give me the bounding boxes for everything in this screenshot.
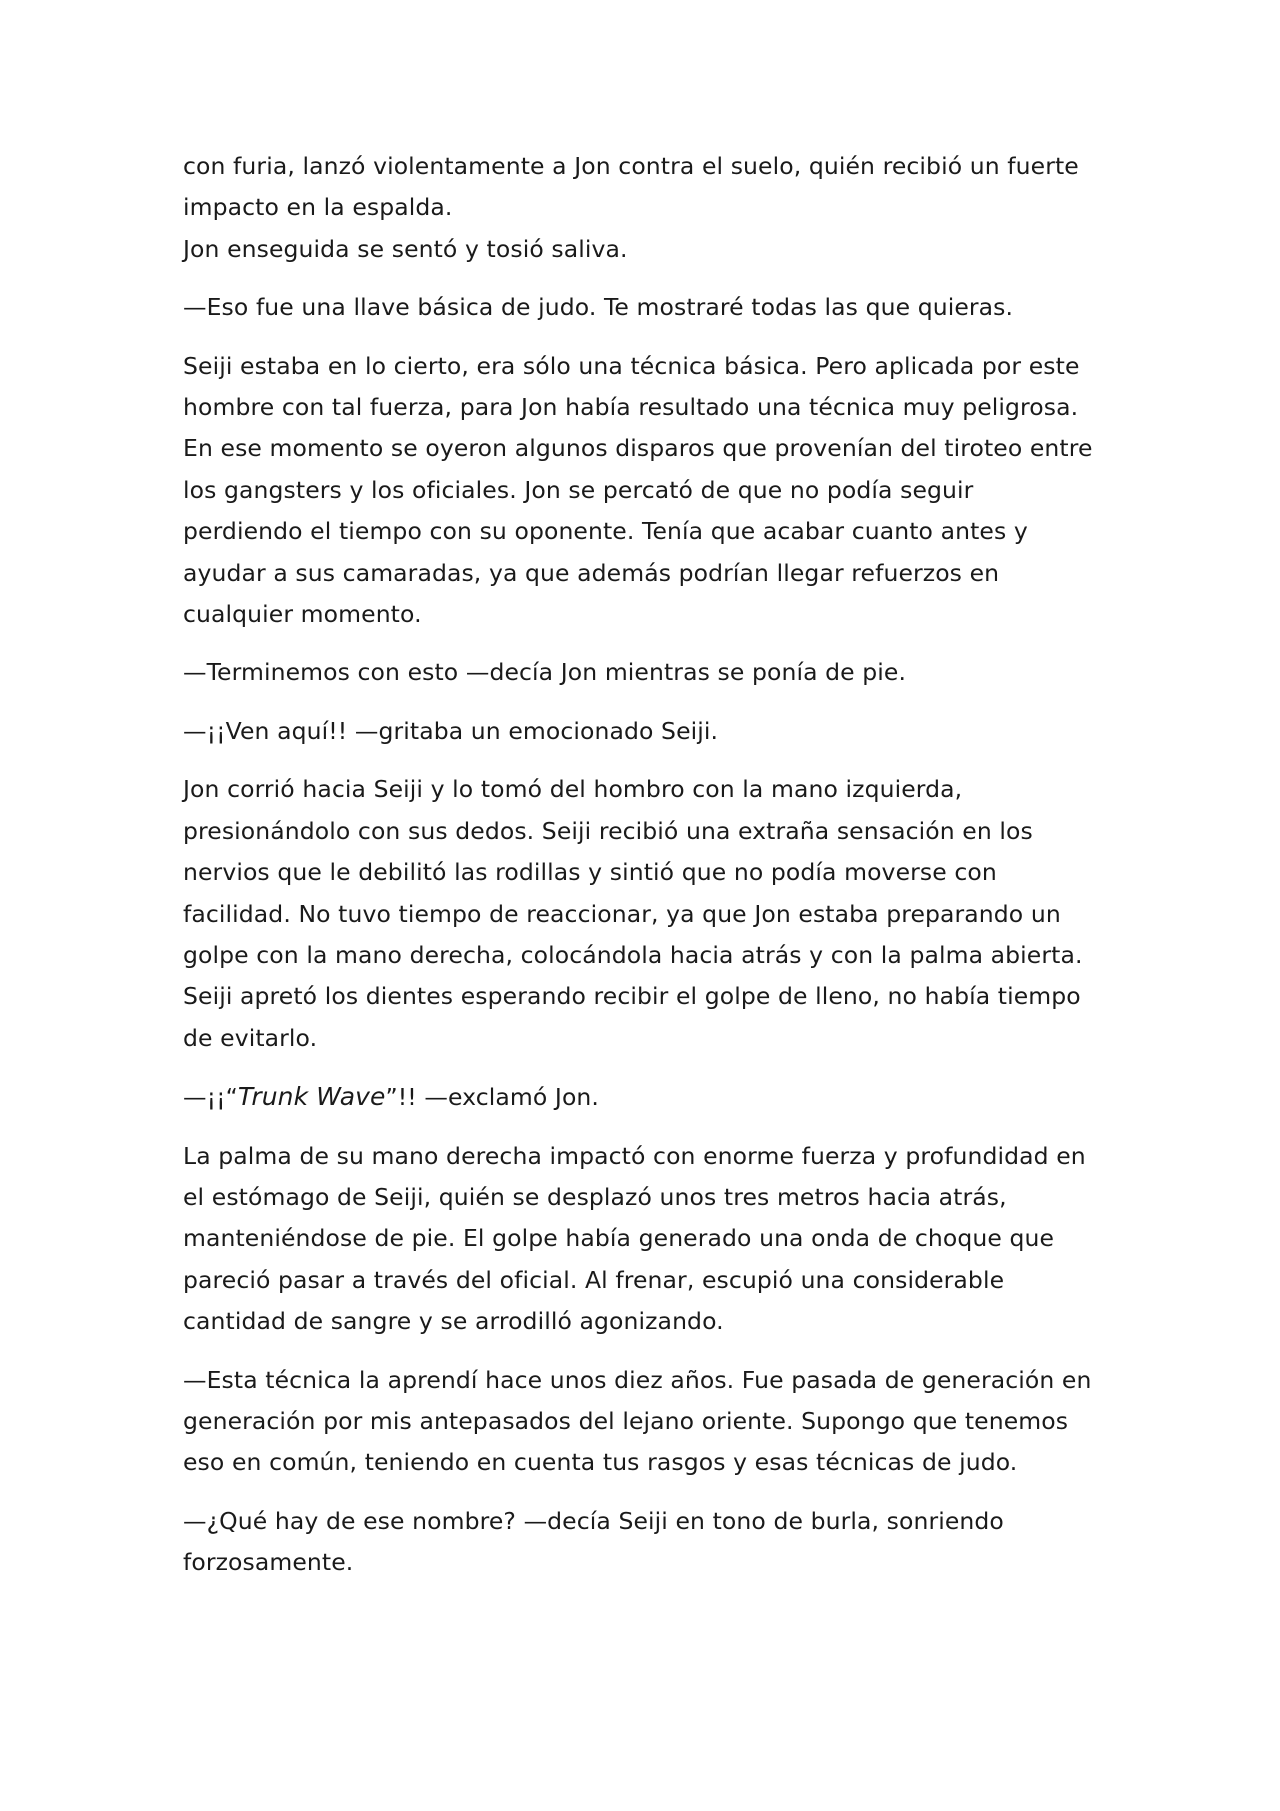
paragraph-3	[183, 287, 1103, 328]
body-text	[183, 146, 1103, 1601]
text-line: La palma de su mano derecha impactó con enorme fuerza y profundidad en	[183, 1141, 1086, 1170]
text-line: nervios que le debilitó las rodillas y sintió que no podía moverse con	[183, 858, 997, 887]
paragraph-9	[183, 1136, 1103, 1343]
text-line: Seiji estaba en lo cierto, era sólo una técnica básica. Pero aplicada por este	[183, 351, 1080, 380]
text-line: forzosamente.	[183, 1548, 354, 1577]
text-line: Seiji apretó los dientes esperando recibir el golpe de lleno, no había tiempo	[183, 982, 1081, 1011]
text-line: impacto en la espalda.	[183, 193, 453, 222]
text-line: generación por mis antepasados del lejano oriente. Supongo que tenemos	[183, 1406, 1069, 1435]
text-line: pareció pasar a través del oficial. Al frenar, escupió una considerable	[183, 1265, 1005, 1294]
paragraph-10	[183, 1360, 1103, 1484]
text-line: —Terminemos con esto —decía Jon mientras se ponía de pie.	[183, 658, 907, 687]
shout-suffix: ”!! —exclamó Jon.	[385, 1083, 599, 1112]
paragraph-8-shout	[183, 1076, 1103, 1118]
text-line: manteniéndose de pie. El golpe había generado una onda de choque que	[183, 1224, 1055, 1253]
text-line: hombre con tal fuerza, para Jon había resultado una técnica muy peligrosa.	[183, 393, 1079, 422]
text-line: los gangsters y los oficiales. Jon se percató de que no podía seguir	[183, 475, 974, 504]
text-line: con furia, lanzó violentamente a Jon contra el suelo, quién recibió un fuerte	[183, 152, 1079, 180]
paragraph-7	[183, 769, 1103, 1059]
paragraph-4	[183, 346, 1103, 636]
text-line: En ese momento se oyeron algunos disparos que provenían del tiroteo entre	[183, 434, 1093, 463]
text-line: presionándolo con sus dedos. Seiji recibió una extraña sensación en los	[183, 816, 1033, 845]
paragraph-11	[183, 1501, 1103, 1584]
text-line: facilidad. No tuvo tiempo de reaccionar, ya que Jon estaba preparando un	[183, 899, 1061, 928]
text-line: de evitarlo.	[183, 1023, 318, 1052]
text-line: cantidad de sangre y se arrodilló agonizando.	[183, 1307, 724, 1336]
text-line: golpe con la mano derecha, colocándola hacia atrás y con la palma abierta.	[183, 940, 1083, 969]
shout-prefix: —¡¡“	[183, 1083, 238, 1112]
paragraph-6	[183, 711, 1103, 752]
text-line: —Esta técnica la aprendí hace unos diez años. Fue pasada de generación en	[183, 1365, 1092, 1394]
paragraph-2	[183, 229, 1103, 270]
text-line: ayudar a sus camaradas, ya que además podrían llegar refuerzos en	[183, 558, 1000, 587]
text-line: —¡¡Ven aquí!! —gritaba un emocionado Seiji.	[183, 716, 719, 745]
text-line	[183, 1076, 1103, 1118]
paragraph-5	[183, 652, 1103, 693]
text-line: cualquier momento.	[183, 600, 422, 629]
text-line: perdiendo el tiempo con su oponente. Tenía que acabar cuanto antes y	[183, 517, 1028, 546]
text-line: el estómago de Seiji, quién se desplazó unos tres metros hacia atrás,	[183, 1182, 1007, 1211]
text-line: —Eso fue una llave básica de judo. Te mostraré todas las que quieras.	[183, 293, 1014, 322]
text-line: eso en común, teniendo en cuenta tus rasgos y esas técnicas de judo.	[183, 1448, 1018, 1477]
text-line: Jon enseguida se sentó y tosió saliva.	[183, 234, 628, 263]
paragraph-1	[183, 146, 1103, 229]
text-line: Jon corrió hacia Seiji y lo tomó del hombro con la mano izquierda,	[183, 775, 963, 804]
technique-name: Trunk Wave	[237, 1082, 386, 1112]
text-line: —¿Qué hay de ese nombre? —decía Seiji en tono de burla, sonriendo	[183, 1506, 1004, 1535]
